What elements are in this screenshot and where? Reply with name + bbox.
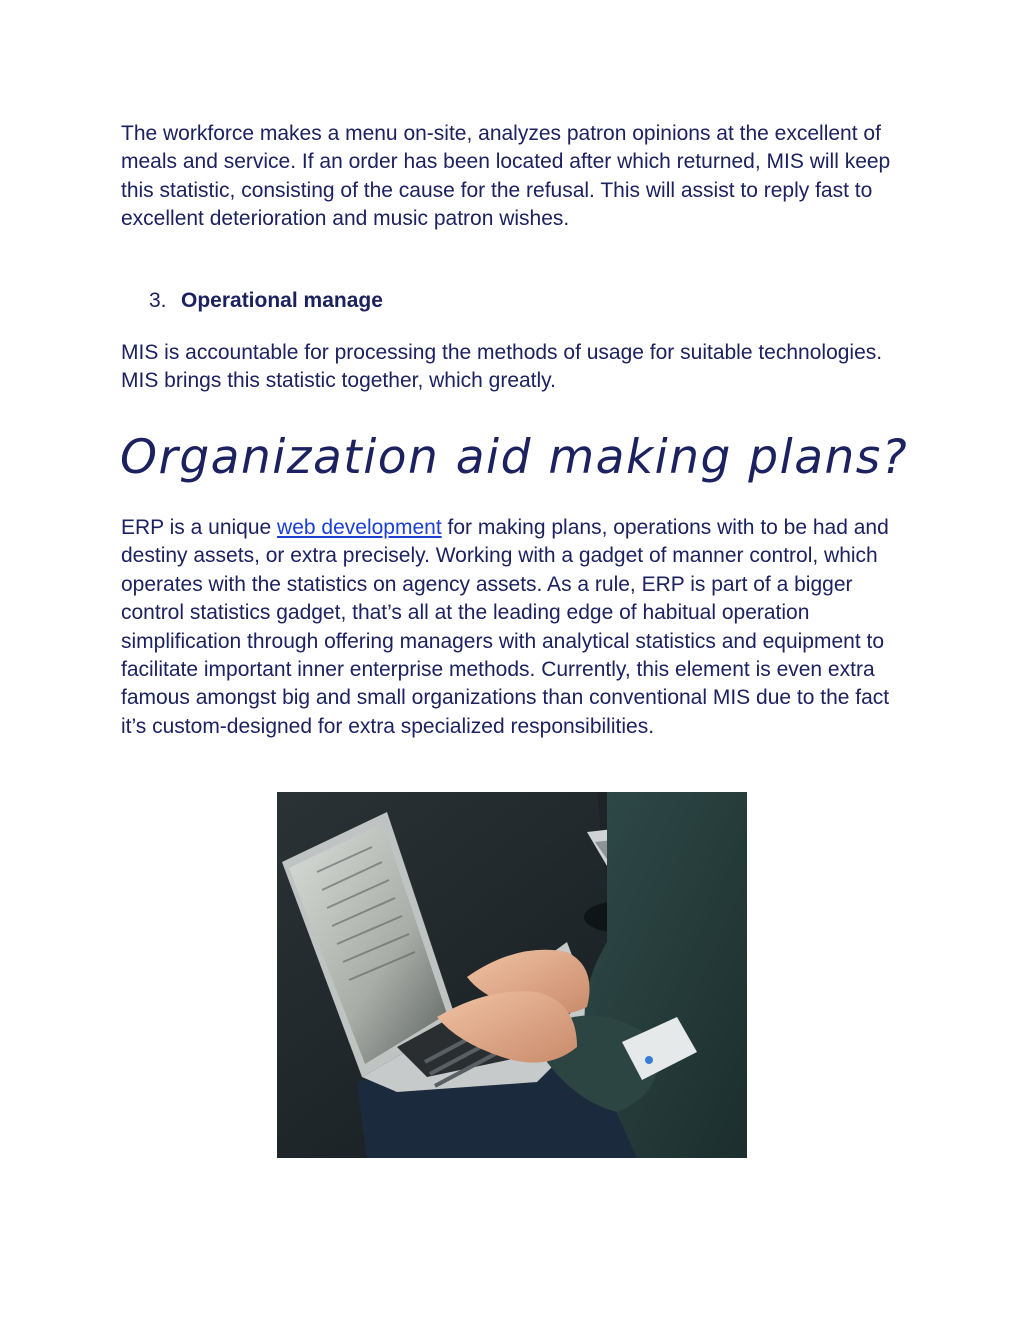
section-heading: Organization aid making plans?	[120, 430, 909, 485]
paragraph-erp-text-start: ERP is a unique	[121, 516, 278, 539]
list-item-label: Operational manage	[181, 289, 383, 312]
laptop-typing-photo	[277, 792, 747, 1158]
paragraph-mis: MIS is accountable for processing the methods of usage for suitable technologies. MIS brings this statistic together, which greatly.	[121, 341, 883, 393]
paragraph-erp-text-end: for making plans, operations with to be had and destiny assets, or extra precisely. Working with a gadget of manner control, which operates with the statistics on agency assets. As a rule, ERP is part of a bigger control statistics gadget, that’s all at the leading edge of habitual operation simplification through offering managers with analytical statistics and equipment to facilitate important inner enterprise methods. Currently, this element is even extra famous amongst big and small organizations than conventional MIS due to the fact it’s custom-designed for extra specialized responsibilities.	[121, 516, 890, 738]
paragraph-erp	[121, 514, 911, 741]
web-development-link[interactable]: web development	[277, 516, 442, 539]
list-item-operational-manage	[149, 287, 383, 315]
paragraph-workforce: The workforce makes a menu on-site, analyzes patron opinions at the excellent of meals and service. If an order has been located after which returned, MIS will keep this statistic, consisting of the cause for the refusal. This will assist to reply fast to excellent deterioration and music patron wishes.	[121, 122, 891, 231]
list-item-number: 3.	[149, 289, 167, 312]
